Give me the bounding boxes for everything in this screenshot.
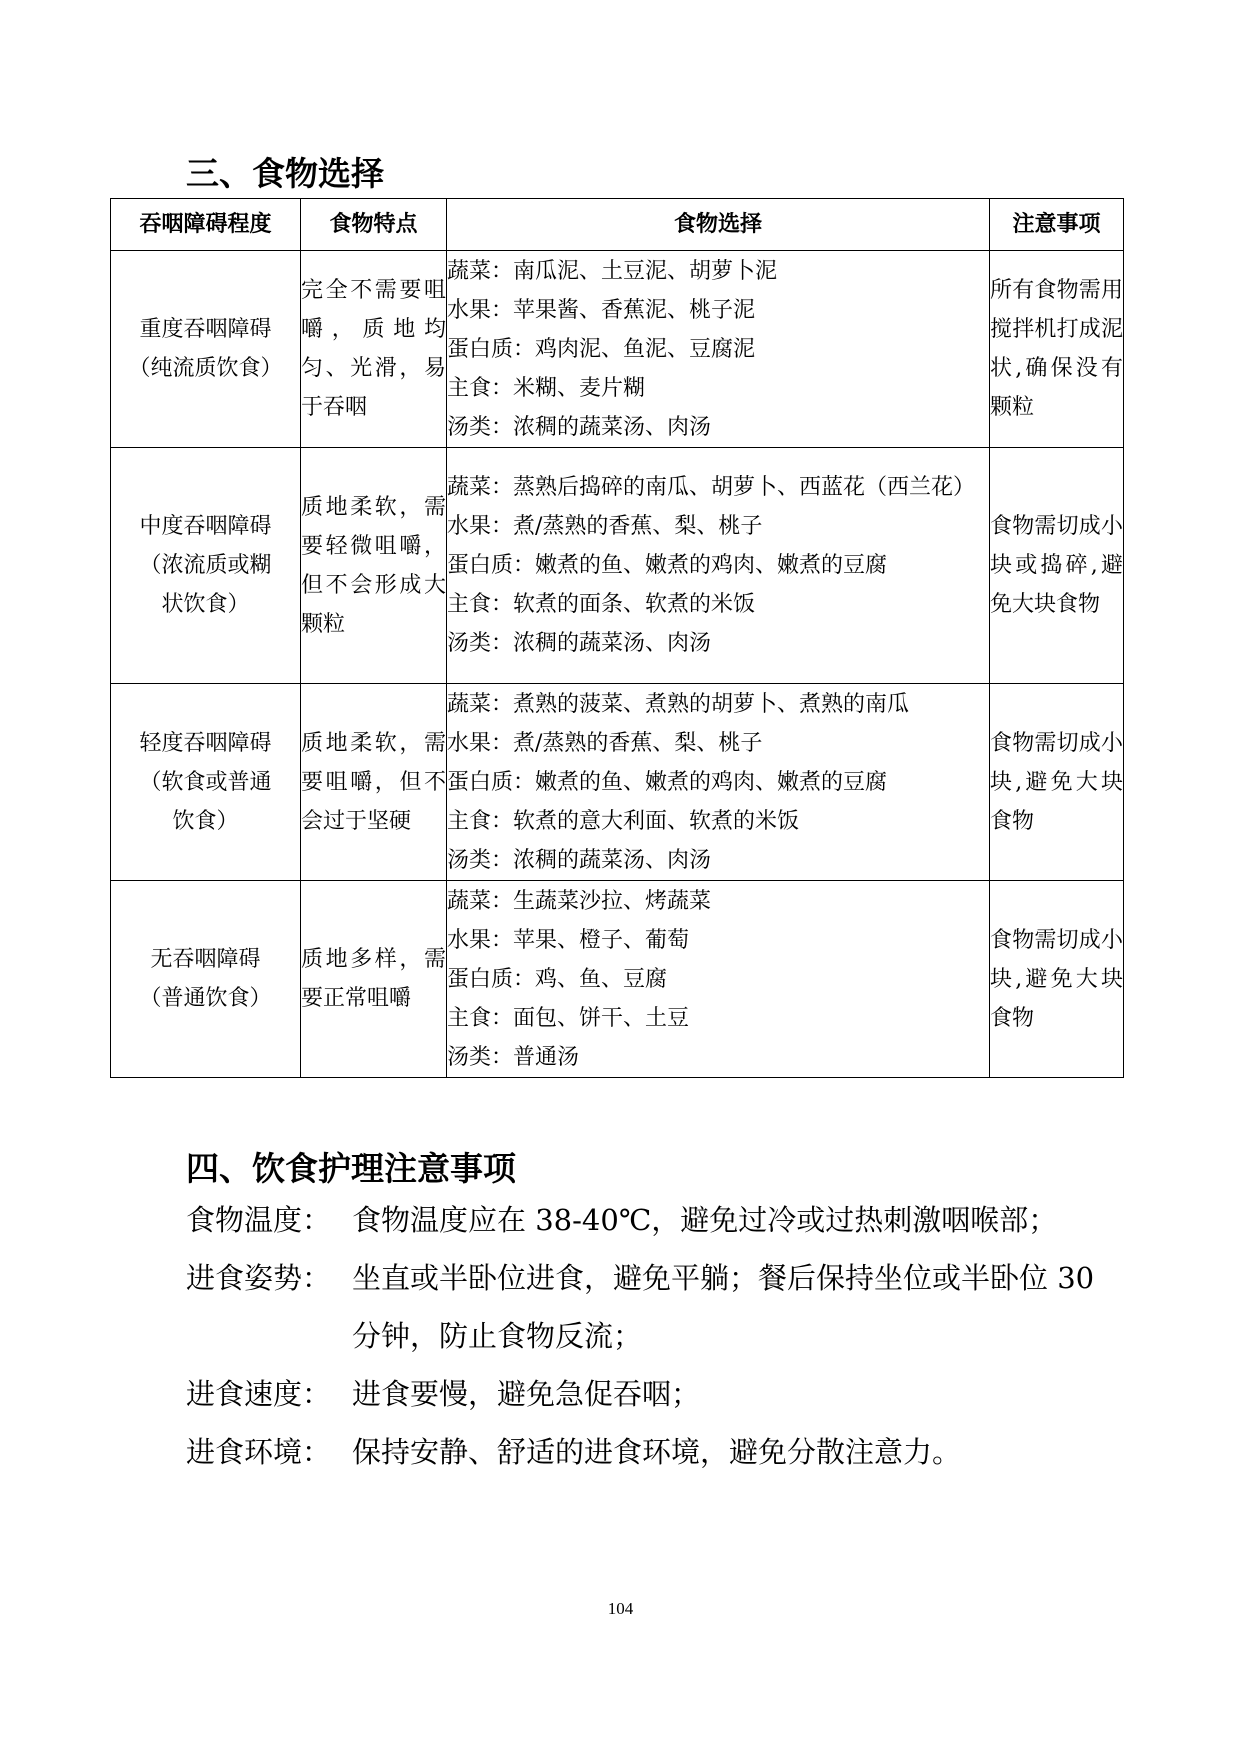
care-item bbox=[186, 1423, 1126, 1481]
choice-line: 汤类：浓稠的蔬菜汤、肉汤 bbox=[447, 414, 712, 440]
table-header-row bbox=[111, 199, 1124, 251]
degree-line: 轻度吞咽障碍 bbox=[139, 730, 272, 756]
care-text: 进食要慢，避免急促吞咽； bbox=[352, 1377, 701, 1411]
choice-line: 汤类：普通汤 bbox=[447, 1044, 580, 1070]
degree-line: （软食或普通 bbox=[139, 769, 272, 795]
food-choice-table bbox=[110, 198, 1124, 1078]
degree-line: 状饮食） bbox=[161, 592, 250, 617]
choice-line: 蛋白质：鸡、鱼、豆腐 bbox=[447, 966, 668, 992]
degree-line: （纯流质饮食） bbox=[128, 356, 283, 381]
features-cell: 质地多样，需要正常咀嚼 bbox=[301, 881, 447, 1078]
care-item bbox=[186, 1365, 1126, 1423]
notes-cell: 食物需切成小块,避免大块食物 bbox=[990, 684, 1124, 881]
care-label: 食物温度： bbox=[186, 1203, 332, 1237]
choice-line: 主食：米糊、麦片糊 bbox=[447, 375, 646, 401]
care-text: 保持安静、舒适的进食环境，避免分散注意力。 bbox=[352, 1435, 962, 1469]
table-row bbox=[111, 684, 1124, 881]
notes-cell: 食物需切成小块,避免大块食物 bbox=[990, 881, 1124, 1078]
choice-line: 水果：苹果、橙子、葡萄 bbox=[447, 927, 690, 953]
features-cell: 完全不需要咀嚼，质地均匀、光滑，易于吞咽 bbox=[301, 251, 447, 448]
care-text: 食物温度应在 38-40℃，避免过冷或过热刺激咽喉部； bbox=[352, 1203, 1058, 1237]
care-item bbox=[186, 1249, 1126, 1365]
header-choices: 食物选择 bbox=[447, 199, 990, 251]
care-label: 进食姿势： bbox=[186, 1261, 332, 1295]
degree-line: 饮食） bbox=[172, 808, 239, 834]
care-label: 进食环境： bbox=[186, 1435, 332, 1469]
degree-cell bbox=[111, 881, 301, 1078]
features-cell: 质地柔软，需要轻微咀嚼，但不会形成大颗粒 bbox=[301, 448, 447, 684]
degree-cell bbox=[111, 251, 301, 448]
choice-line: 主食：软煮的意大利面、软煮的米饭 bbox=[447, 808, 800, 834]
choices-cell bbox=[447, 881, 990, 1078]
features-cell: 质地柔软，需要咀嚼，但不会过于坚硬 bbox=[301, 684, 447, 881]
care-label: 进食速度： bbox=[186, 1377, 332, 1411]
choice-line: 汤类：浓稠的蔬菜汤、肉汤 bbox=[447, 847, 712, 873]
choice-line: 蔬菜：南瓜泥、土豆泥、胡萝卜泥 bbox=[447, 258, 778, 284]
choice-line: 蛋白质：嫩煮的鱼、嫩煮的鸡肉、嫩煮的豆腐 bbox=[447, 769, 888, 795]
choice-line: 汤类：浓稠的蔬菜汤、肉汤 bbox=[447, 631, 712, 656]
table-row bbox=[111, 881, 1124, 1078]
choice-line: 蛋白质：鸡肉泥、鱼泥、豆腐泥 bbox=[447, 336, 756, 362]
choice-line: 蔬菜：生蔬菜沙拉、烤蔬菜 bbox=[447, 888, 712, 914]
table-row bbox=[111, 251, 1124, 448]
choice-line: 蔬菜：煮熟的菠菜、煮熟的胡萝卜、煮熟的南瓜 bbox=[447, 691, 910, 717]
header-features: 食物特点 bbox=[301, 199, 447, 251]
choice-line: 蛋白质：嫩煮的鱼、嫩煮的鸡肉、嫩煮的豆腐 bbox=[447, 553, 888, 578]
table-row bbox=[111, 448, 1124, 684]
care-text: 坐直或半卧位进食，避免平躺；餐后保持坐位或半卧位 30 分钟，防止食物反流； bbox=[352, 1261, 1095, 1353]
header-degree: 吞咽障碍程度 bbox=[111, 199, 301, 251]
section-title-diet-care: 四、饮食护理注意事项 bbox=[186, 1149, 516, 1188]
choice-line: 水果：苹果酱、香蕉泥、桃子泥 bbox=[447, 297, 756, 323]
care-item bbox=[186, 1191, 1126, 1249]
degree-line: 重度吞咽障碍 bbox=[139, 317, 272, 342]
page-number: 104 bbox=[607, 1599, 634, 1618]
choice-line: 主食：面包、饼干、土豆 bbox=[447, 1005, 690, 1031]
notes-cell: 所有食物需用搅拌机打成泥状,确保没有颗粒 bbox=[990, 251, 1124, 448]
choice-line: 水果：煮/蒸熟的香蕉、梨、桃子 bbox=[447, 730, 763, 756]
header-notes: 注意事项 bbox=[990, 199, 1124, 251]
choices-cell bbox=[447, 448, 990, 684]
choice-line: 主食：软煮的面条、软煮的米饭 bbox=[447, 592, 756, 617]
degree-line: 无吞咽障碍 bbox=[150, 947, 261, 972]
degree-line: （浓流质或糊 bbox=[139, 553, 272, 578]
choice-line: 蔬菜：蒸熟后捣碎的南瓜、胡萝卜、西蓝花（西兰花） bbox=[447, 475, 976, 500]
section-title-food-choice: 三、食物选择 bbox=[186, 154, 384, 193]
degree-line: 中度吞咽障碍 bbox=[139, 514, 272, 539]
choices-cell bbox=[447, 684, 990, 881]
degree-line: （普通饮食） bbox=[139, 986, 272, 1011]
degree-cell bbox=[111, 684, 301, 881]
choice-line: 水果：煮/蒸熟的香蕉、梨、桃子 bbox=[447, 514, 763, 539]
notes-cell: 食物需切成小块或捣碎,避免大块食物 bbox=[990, 448, 1124, 684]
choices-cell bbox=[447, 251, 990, 448]
degree-cell bbox=[111, 448, 301, 684]
